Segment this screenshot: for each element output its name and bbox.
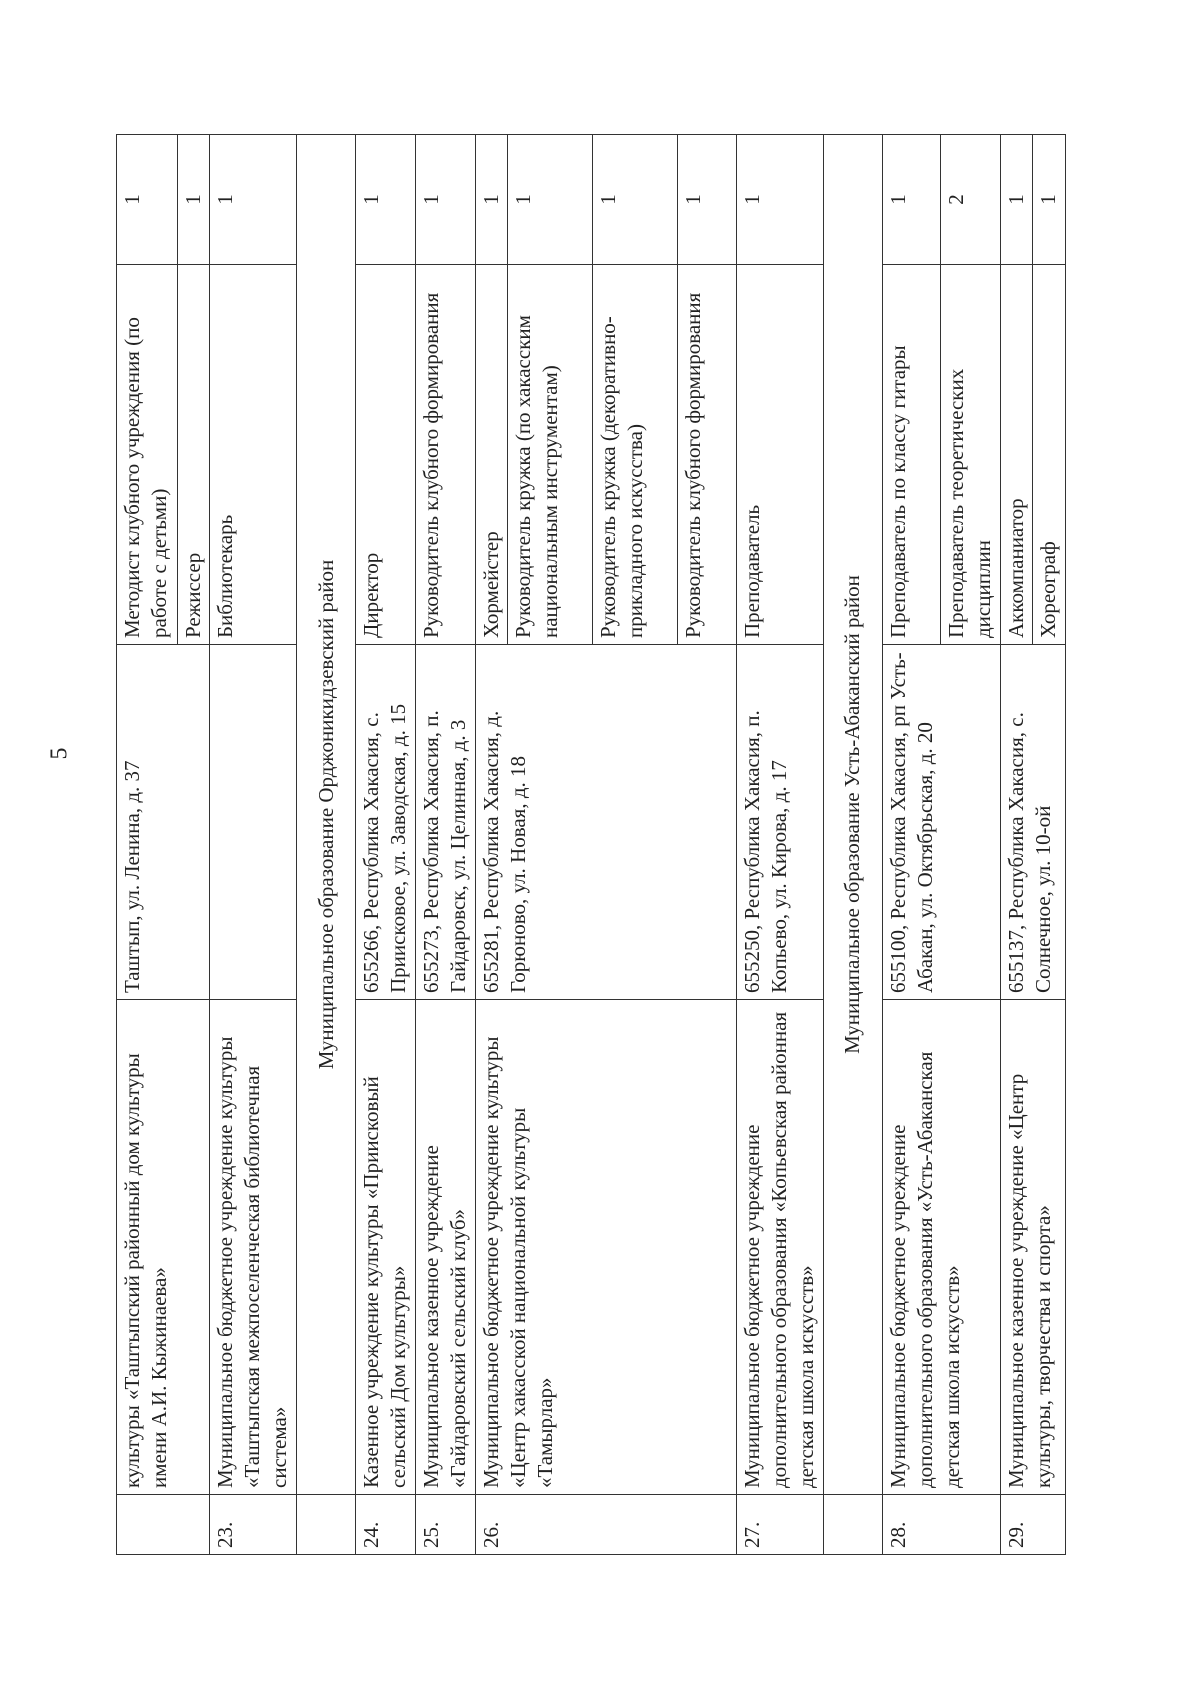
institution-name-cell: Муниципальное бюджетное учреждение культуры «Таштыпская межпоселенческая библиотечная система»: [210, 1000, 297, 1495]
count-cell: 1: [1001, 135, 1033, 265]
row-number-cell: 29.: [1001, 1495, 1066, 1555]
count-cell: 1: [210, 135, 297, 265]
position-cell: Аккомпаниатор: [1001, 265, 1033, 645]
rotated-table-container: [116, 135, 1066, 1555]
table-row: [356, 135, 416, 1555]
staff-vacancy-table: [116, 134, 1066, 1555]
count-cell: 1: [592, 135, 677, 265]
address-cell: 655100, Республика Хакасия, рп Усть-Абакан, ул. Октябрьская, д. 20: [882, 645, 1000, 1000]
institution-name-cell: Муниципальное казенное учреждение «Гайдаровский сельский клуб»: [415, 1000, 475, 1495]
row-number-cell: 26.: [475, 1495, 736, 1555]
institution-name-cell: Муниципальное бюджетное учреждение культуры «Центр хакасской национальной культуры «Тамырлар»: [475, 1000, 736, 1495]
table-row: [117, 135, 178, 1555]
position-cell: Руководитель клубного формирования: [415, 265, 475, 645]
count-cell: 1: [475, 135, 507, 265]
position-cell: Руководитель кружка (декоративно-прикладного искусства): [592, 265, 677, 645]
address-cell: Таштып, ул. Ленина, д. 37: [117, 645, 210, 1000]
count-cell: 1: [882, 135, 941, 265]
region-header-row: [297, 135, 356, 1555]
count-cell: 1: [507, 135, 592, 265]
table-row: [736, 135, 823, 1555]
count-cell: 1: [117, 135, 178, 265]
position-cell: Хореограф: [1033, 265, 1066, 645]
institution-name-cell: Муниципальное казенное учреждение «Центр культуры, творчества и спорта»: [1001, 1000, 1066, 1495]
position-cell: Директор: [356, 265, 416, 645]
address-cell: 655273, Республика Хакасия, п. Гайдаровск, ул. Целинная, д. 3: [415, 645, 475, 1000]
count-cell: 1: [177, 135, 209, 265]
position-cell: Методист клубного учреждения (по работе с детьми): [117, 265, 178, 645]
position-cell: Преподаватель по классу гитары: [882, 265, 941, 645]
count-cell: 1: [736, 135, 823, 265]
institution-name-cell: Муниципальное бюджетное учреждение дополнительного образования «Копьевская районная детская школа искусств»: [736, 1000, 823, 1495]
address-cell: 655137, Республика Хакасия, с. Солнечное, ул. 10-ой: [1001, 645, 1066, 1000]
position-cell: Руководитель кружка (по хакасским национальным инструментам): [507, 265, 592, 645]
address-cell: 655266, Республика Хакасия, с. Приисковое, ул. Заводская, д. 15: [356, 645, 416, 1000]
count-cell: 1: [356, 135, 416, 265]
row-number-cell: [297, 1495, 356, 1555]
position-cell: Библиотекарь: [210, 265, 297, 645]
table-row: [210, 135, 297, 1555]
table-row: [415, 135, 475, 1555]
row-number-cell: [823, 1495, 882, 1555]
region-header-row: [823, 135, 882, 1555]
region-header: Муниципальное образование Орджоникидзевский район: [297, 135, 356, 1495]
count-cell: 1: [415, 135, 475, 265]
position-cell: Хормейстер: [475, 265, 507, 645]
position-cell: Режиссер: [177, 265, 209, 645]
address-cell: 655281, Республика Хакасия, д. Горюново, ул. Новая, д. 18: [475, 645, 736, 1000]
row-number-cell: 25.: [415, 1495, 475, 1555]
address-cell: [210, 645, 297, 1000]
table-row: [882, 135, 941, 1555]
position-cell: Преподаватель теоретических дисциплин: [941, 265, 1001, 645]
row-number-cell: 28.: [882, 1495, 1000, 1555]
address-cell: 655250, Республика Хакасия, п. Копьево, ул. Кирова, д. 17: [736, 645, 823, 1000]
institution-name-cell: Казенное учреждение культуры «Приисковый сельский Дом культуры»: [356, 1000, 416, 1495]
row-number-cell: 24.: [356, 1495, 416, 1555]
institution-name-cell: культуры «Таштыпский районный дом культуры имени А.И. Кыжинаева»: [117, 1000, 210, 1495]
row-number-cell: 27.: [736, 1495, 823, 1555]
count-cell: 2: [941, 135, 1001, 265]
page-number: 5: [46, 747, 73, 760]
table-row: [475, 135, 507, 1555]
region-header: Муниципальное образование Усть-Абаканский район: [823, 135, 882, 1495]
position-cell: Преподаватель: [736, 265, 823, 645]
position-cell: Руководитель клубного формирования: [678, 265, 737, 645]
row-number-cell: 23.: [210, 1495, 297, 1555]
row-number-cell: [117, 1495, 210, 1555]
institution-name-cell: Муниципальное бюджетное учреждение дополнительного образования «Усть-Абаканская детская школа искусств»: [882, 1000, 1000, 1495]
table-row: [1001, 135, 1033, 1555]
count-cell: 1: [1033, 135, 1066, 265]
count-cell: 1: [678, 135, 737, 265]
